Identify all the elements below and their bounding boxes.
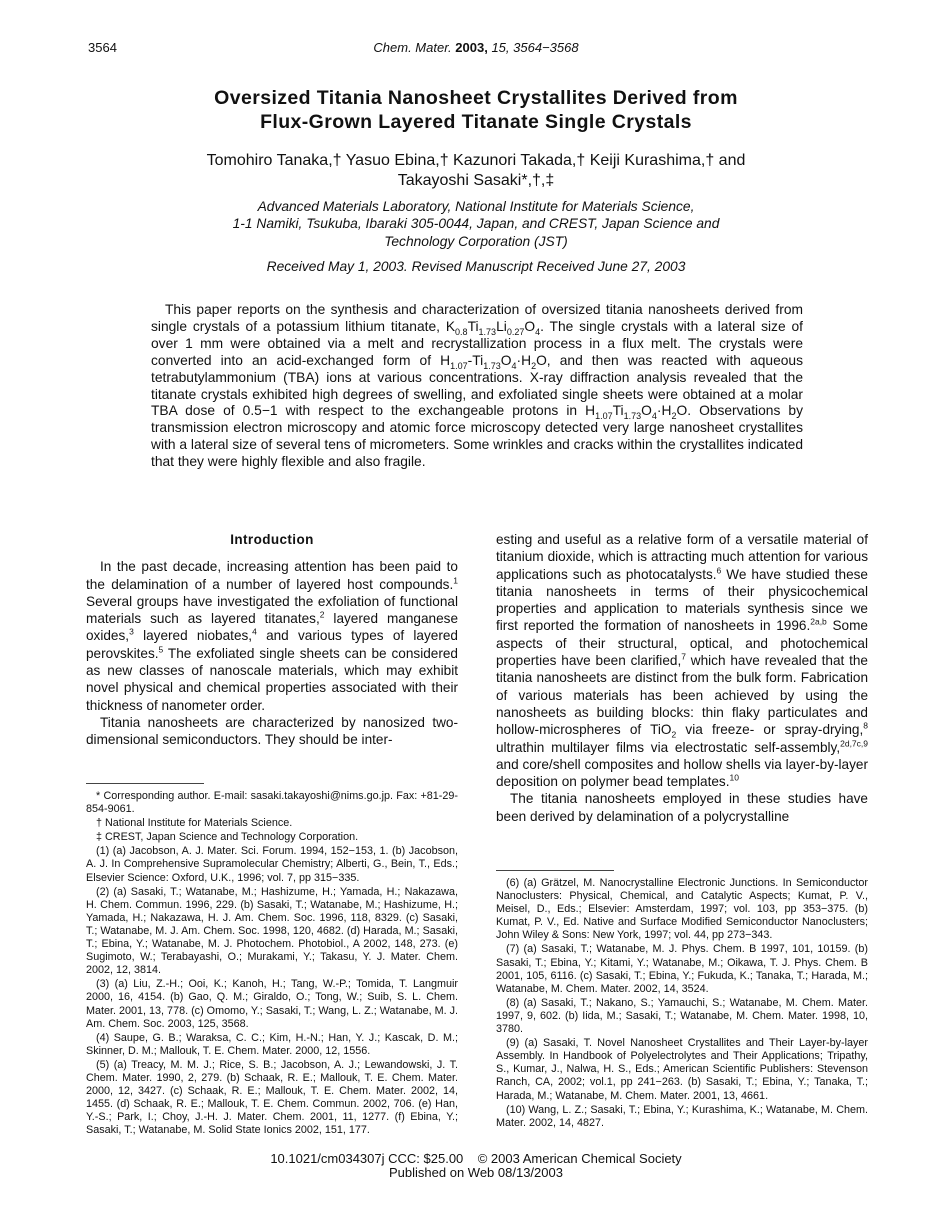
running-head [0, 40, 952, 55]
author-list [130, 151, 822, 191]
affiliation-line-3: Technology Corporation (JST) [384, 233, 568, 249]
authors-line-2: Takayoshi Sasaki*,†,‡ [397, 172, 555, 189]
reference-10: (10) Wang, L. Z.; Sasaki, T.; Ebina, Y.; Kurashima, K.; Watanabe, M. Chem. Mater. 2002, 14, 4827. [496, 1103, 868, 1129]
footnotes-right [496, 877, 868, 1131]
footnotes-left [86, 790, 458, 1138]
page-footer [0, 1152, 952, 1179]
authors-line-1: Tomohiro Tanaka,† Yasuo Ebina,† Kazunori Takada,† Keiji Kurashima,† and [206, 152, 746, 169]
received-dates: Received May 1, 2003. Revised Manuscript Received June 27, 2003 [266, 259, 686, 274]
body-column-right [496, 531, 868, 825]
reference-1: (1) (a) Jacobson, A. J. Mater. Sci. Forum. 1994, 152−153, 1. (b) Jacobson, A. J. In Comprehensive Supramolecular Chemistry; Alberti, G., Bein, T., Eds.; Elsevier Science: Oxford, U.K., 1996; vol. 7, pp 315−335. [86, 845, 458, 884]
abstract: This paper reports on the synthesis and characterization of oversized titania nanosheets derived from single crystals of a potassium lithium titanate, $K_{0.8}Ti_{1.73}Li_{0.27}O_4$. The single crystals with a lateral size of over 1 mm were obtained via a melt and recrystallization process in a flux melt. The crystals were converted into an acid-exchanged form of $H_{1.07}-Ti_{1.73}O_4\cdot H_2O$, and then was reacted with aqueous tetrabutylammonium (TBA) ions at various concentrations. X-ray diffraction analysis revealed that the titanate crystals exhibited high degrees of swelling, and exfoliated single sheets were obtained at a molar TBA dose of 0.5−1 with respect to the exchangeable protons in $H_{1.07}Ti_{1.73}O_4\cdot H_2O$. Observations by transmission electron microscopy and atomic force microscopy detected very large nanosheet crystallites with a lateral size of several tens of micrometers. Some wrinkles and cracks within the crystallites indicated that they were highly flexible and also fragile. [151, 302, 803, 470]
page-number: 3564 [88, 40, 117, 55]
reference-6: (6) (a) Grätzel, M. Nanocrystalline Electronic Junctions. In Semiconductor Nanoclusters: Physical, Chemical, and Catalytic Aspects; Kumat, P. V., Meisel, D., Eds.; Elsevier: Amsterdam, 1997; vol. 103, pp 353−375. (b) Kumat, P. V., Ed. Native and Surface Modified Semiconductor Nanoclusters; John Wiley & Sons: New York, 1997; vol. 44, pp 273−343. [496, 877, 868, 942]
affiliation-line-2: 1-1 Namiki, Tsukuba, Ibaraki 305-0044, Japan, and CREST, Japan Science and [232, 216, 720, 232]
article-title [120, 86, 832, 134]
journal-year: 2003, [455, 40, 488, 55]
title-line-2: Flux-Grown Layered Titanate Single Crystals [260, 111, 692, 133]
journal-pages: 3564−3568 [513, 40, 579, 55]
footnote-affiliation-nims: † National Institute for Materials Science. [96, 817, 293, 830]
footnote-divider-left [86, 783, 204, 784]
intro-paragraph-2-continued: esting and useful as a relative form of a versatile material of titanium dioxide, which is attracting much attention for various applications such as photocatalysts.$^6$ We have studied these titania nanosheets in terms of their physicochemical properties and application to materials synthesis since we first reported the formation of nanosheets in 1996.$^{2a,b}$ Some aspects of their structural, optical, and photochemical properties have been clarified,$^7$ which have revealed that the titania nanosheets are distinct from the bulk form. Fabrication of various materials has been achieved by using the nanosheets as building blocks: thin flaky particulates and hollow-microspheres of TiO$_2$ via freeze- or spray-drying,$^8$ ultrathin multilayer films via electrostatic self-assembly,$^{2d,7c,9}$ and core/shell composites and hollow shells via layer-by-layer deposition on polymer bead templates.$^{10}$ [496, 532, 868, 790]
title-line-1: Oversized Titania Nanosheet Crystallites Derived from [214, 87, 738, 109]
footer-doi-copyright: 10.1021/cm034307j CCC: $25.00 © 2003 American Chemical Society [270, 1151, 682, 1166]
journal-name: Chem. Mater. [373, 40, 452, 55]
intro-paragraph-3: The titania nanosheets employed in these studies have been derived by delamination of a polycrystalline [496, 791, 868, 824]
affiliation-line-1: Advanced Materials Laboratory, National Institute for Materials Science, [257, 199, 695, 214]
footnote-divider-right [496, 870, 614, 871]
journal-volume: 15, [491, 40, 510, 55]
section-heading-introduction: Introduction [230, 532, 314, 547]
reference-8: (8) (a) Sasaki, T.; Nakano, S.; Yamauchi, S.; Watanabe, M. Chem. Mater. 1997, 9, 602. (b) Iida, M.; Sasaki, T.; Watanabe, M. Chem. Mater. 1998, 10, 3780. [496, 996, 868, 1036]
intro-paragraph-1: In the past decade, increasing attention has been paid to the delamination of a number of layered host compounds.$^1$ Several groups have investigated the exfoliation of functional materials such as layered titanates,$^2$ layered manganese oxides,$^3$ layered niobates,$^4$ and various types of layered perovskites.$^5$ The exfoliated single sheets can be considered as new classes of nanoscale materials, which may exhibit novel physical and chemical properties associated with their thickness of nanometer order. [86, 559, 458, 713]
intro-paragraph-2: Titania nanosheets are characterized by nanosized two-dimensional semiconductors. They should be inter- [86, 714, 458, 748]
affiliation [150, 198, 802, 250]
reference-5: (5) (a) Treacy, M. M. J.; Rice, S. B.; Jacobson, A. J.; Lewandowski, J. T. Chem. Mater. 1990, 2, 279. (b) Schaak, R. E.; Mallouk, T. E. Chem. Mater. 2000, 12, 3427. (c) Schaak, R. E.; Mallouk, T. E. Chem. Mater. 2002, 14, 1455. (d) Schaak, R. E.; Mallouk, T. E. Chem. Commun. 2002, 706. (e) Han, Y.-S.; Park, I.; Choy, J.-H. J. Mater. Chem. 2001, 11, 1277. (f) Ebina, Y.; Sasaki, T.; Watanabe, M. Solid State Ionics 2002, 151, 177. [86, 1058, 458, 1137]
reference-3: (3) (a) Liu, Z.-H.; Ooi, K.; Kanoh, H.; Tang, W.-P.; Tomida, T. Langmuir 2000, 16, 4154. (b) Gao, Q. M.; Giraldo, O.; Tong, W.; Suib, S. L. Chem. Mater. 2001, 13, 778. (c) Omomo, Y.; Sasaki, T.; Wang, L. Z.; Watanabe, M. J. Am. Chem. Soc. 2003, 125, 3568. [86, 978, 458, 1030]
reference-2: (2) (a) Sasaki, T.; Watanabe, M.; Hashizume, H.; Yamada, H.; Nakazawa, H. Chem. Commun. 1996, 229. (b) Sasaki, T.; Watanabe, M.; Hashizume, H.; Yamada, H.; Nakazawa, H. J. Am. Chem. Soc. 1996, 118, 8329. (c) Sasaki, T.; Watanabe, M. J. Am. Chem. Soc. 1998, 120, 4682. (d) Harada, M.; Sasaki, T.; Ebina, Y.; Watanabe, M. J. Photochem. Photobiol., A 2002, 148, 273. (e) Sugimoto, W.; Terabayashi, O.; Murakami, Y.; Takasu, Y. J. Mater. Chem. 2002, 12, 3814. [86, 885, 458, 977]
footnote-affiliation-crest: ‡ CREST, Japan Science and Technology Corporation. [96, 831, 359, 844]
footer-published-date: Published on Web 08/13/2003 [389, 1164, 563, 1180]
body-column-left [86, 531, 458, 749]
reference-7: (7) (a) Sasaki, T.; Watanabe, M. J. Phys. Chem. B 1997, 101, 10159. (b) Sasaki, T.; Ebina, Y.; Kitami, Y.; Watanabe, M.; Oikawa, T. J. Phys. Chem. B 2001, 105, 6116. (c) Sasaki, T.; Ebina, Y.; Fukuda, K.; Tanaka, T.; Harada, M.; Watanabe, M. Chem. Mater. 2002, 14, 3524. [496, 943, 868, 995]
reference-9: (9) (a) Sasaki, T. Novel Nanosheet Crystallites and Their Layer-by-layer Assembly. In Handbook of Polyelectrolytes and Their Applications; Tripathy, S., Kumar, J., Nalwa, H. S., Eds.; American Scientific Publishers: Stevenson Ranch, CA, 2002; vol.1, pp 241−263. (b) Sasaki, T.; Ebina, Y.; Tanaka, T.; Harada, M.; Watanabe, M. Chem. Mater. 2001, 13, 4661. [496, 1037, 868, 1102]
footnote-corresponding-author: * Corresponding author. E-mail: sasaki.takayoshi@nims.go.jp. Fax: +81-29-854-9061. [86, 790, 458, 816]
reference-4: (4) Saupe, G. B.; Waraksa, C. C.; Kim, H.-N.; Han, Y. J.; Kascak, D. M.; Skinner, D. M.; Mallouk, T. E. Chem. Mater. 2000, 12, 1556. [86, 1031, 458, 1057]
